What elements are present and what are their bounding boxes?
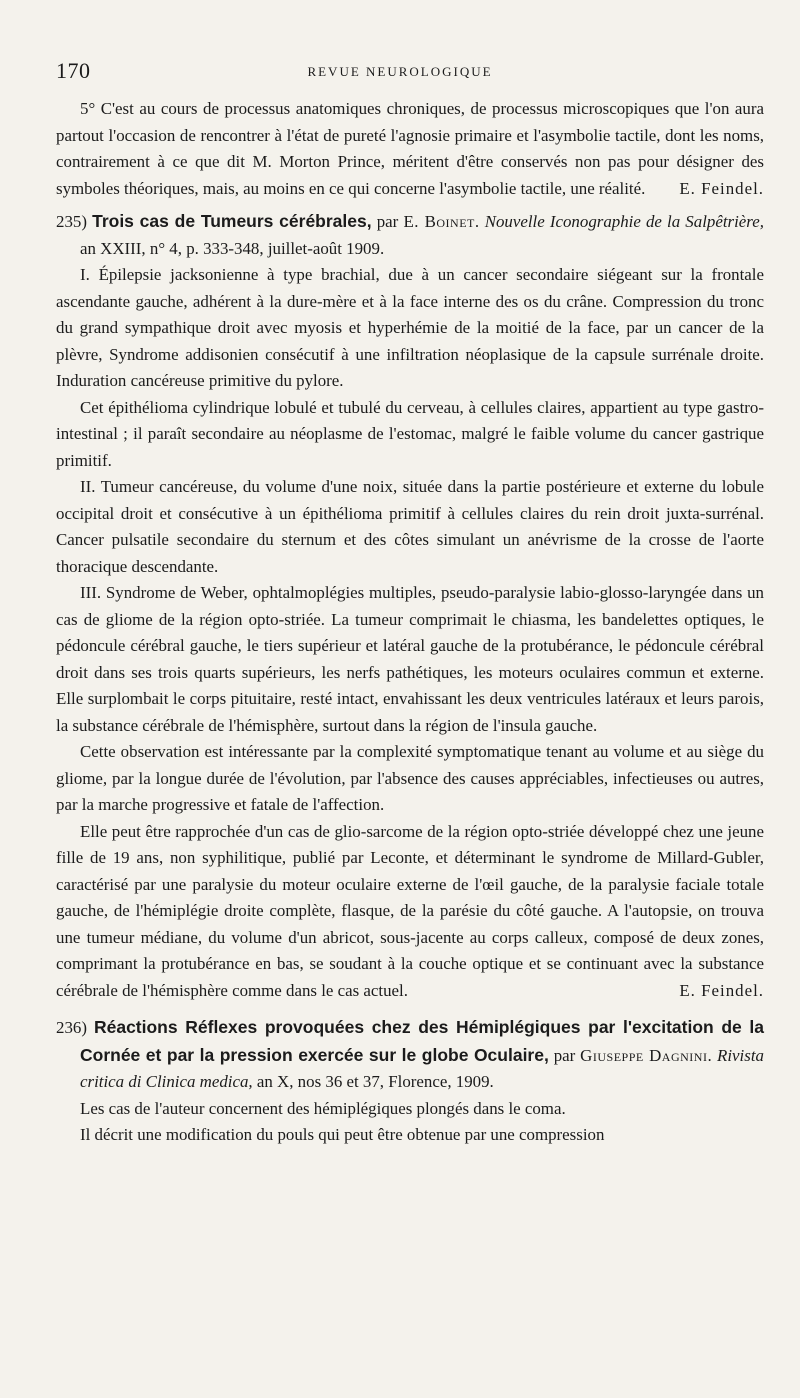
paragraph: I. Épilepsie jacksonienne à type brachial, due à un cancer secondaire siégeant sur la frontale ascendante gauche, adhérent à la dure-mère et à la face interne des os du crâne. Compression du tronc du grand sympathique droit avec myosis et hyperhémie de la moitié de la face, par un cancer de la plèvre, Syndrome addisonien consécutif à une infiltration néoplasique de la capsule surrénale droite. Induration cancéreuse primitive du pylore. bbox=[56, 265, 764, 390]
page-body bbox=[56, 96, 764, 1149]
entry-author: E. Boinet. bbox=[403, 212, 480, 231]
paragraph: Cette observation est intéressante par la complexité symptomatique tenant au volume et au siège du gliome, par la longue durée de l'évolution, par l'absence des causes appréciables, infectieuses ou autres, par la marche progressive et fatale de l'affection. bbox=[56, 742, 764, 814]
entry-235 bbox=[56, 208, 764, 1004]
entry-author: Giuseppe Dagnini. bbox=[580, 1045, 713, 1065]
paragraph-final: Elle peut être rapprochée d'un cas de glio-sarcome de la région opto-striée développé chez une jeune fille de 19 ans, non syphilitique, publié par Leconte, et déterminant le syndrome de Millard-Gubler, caractérisé par une paralysie du moteur oculaire externe de l'œil gauche, de la paralysie faciale totale gauche, de l'hémiplégie droite complète, flasque, de la parésie du côté gauche. A l'autopsie, on trouva une tumeur médiane, du volume d'un abricot, sous-jacente au corps calleux, composé de deux zones, comprimant la protubérance en bas, se soudant à la couche optique et se continuant avec la substance cérébrale de l'hémisphère comme dans le cas actuel. E. Feindel. bbox=[56, 821, 764, 1000]
entry-title: Réactions Réflexes provoquées chez des Hémiplégiques par l'excitation de la Cornée et par la pression exercée sur le globe Oculaire, bbox=[80, 1017, 764, 1065]
paragraph: Les cas de l'auteur concernent des hémiplégiques plongés dans le coma. bbox=[80, 1098, 566, 1118]
entry-236 bbox=[56, 1014, 764, 1149]
entry-title: Trois cas de Tumeurs cérébrales, bbox=[92, 211, 372, 231]
paragraph: Il décrit une modification du pouls qui peut être obtenue par une compression bbox=[80, 1125, 605, 1144]
journal-title: REVUE NEUROLOGIQUE bbox=[307, 64, 493, 79]
page-number: 170 bbox=[56, 58, 91, 83]
entry-number: 236) bbox=[56, 1018, 87, 1037]
paragraph: Cet épithélioma cylindrique lobulé et tubulé du cerveau, à cellules claires, appartient au type gastro-intestinal ; il paraît secondaire au néoplasme de l'estomac, malgré le faible volume du cancer gastrique primitif. bbox=[56, 397, 764, 470]
entry-heading: 235) Trois cas de Tumeurs cérébrales, par E. Boinet. Nouvelle Iconographie de la Salpêtrière, an XXIII, n° 4, p. 333-348, juillet-août 1909. bbox=[56, 211, 764, 258]
entry-source: Nouvelle Iconographie de la Salpêtrière, bbox=[484, 212, 764, 231]
paragraph: III. Syndrome de Weber, ophtalmoplégies multiples, pseudo-paralysie labio-glosso-laryngée dans un cas de gliome de la région opto-striée. La tumeur comprimait le chiasma, les bandelettes optiques, le pédoncule cérébral gauche, le tiers supérieur et latéral gauche de la protubérance, le pédoncule cérébral droit dans ses trois quarts supérieurs, les nerfs pathétiques, les moteurs oculaires commun et externe. Elle surplombait le corps pituitaire, resté intact, envahissant les deux ventricules latéraux et leurs parois, la substance cérébrale de l'hémisphère, surtout dans la région de l'insula gauche. bbox=[56, 583, 764, 735]
entry-source: Rivista critica di Clinica medica, bbox=[80, 1045, 764, 1091]
entry-number: 235) bbox=[56, 212, 87, 231]
entry-citation: an X, nos 36 et 37, Florence, 1909. bbox=[256, 1072, 494, 1091]
signature: E. Feindel. bbox=[679, 980, 764, 1000]
paragraph: II. Tumeur cancéreuse, du volume d'une noix, située dans la partie postérieure et externe du lobule occipital droit et consécutive à un épithélioma primitif à cellules claires du rein droit juxta-surrénal. Cancer pulsatile secondaire du sternum et des côtes simulant un anévrisme de la crosse de l'aorte thoracique descendante. bbox=[56, 477, 764, 576]
entry-heading: 236) Réactions Réflexes provoquées chez des Hémiplégiques par l'excitation de la Cornée et par la pression exercée sur le globe Oculaire, par Giuseppe Dagnini. Rivista critica di Clinica medica, an X, nos 36 et 37, Florence, 1909. bbox=[56, 1017, 764, 1091]
running-head bbox=[0, 58, 800, 88]
paragraph-item-5: 5° C'est au cours de processus anatomiques chroniques, de processus microscopiques que l'on aura partout l'occasion de rencontrer à l'état de pureté l'agnosie primaire et l'asymbolie tactile, dont les noms, contrairement à ce que dit M. Morton Prince, méritent d'être conservés non pas pour désigner des symboles théoriques, mais, au moins en ce qui concerne l'asymbolie tactile, une réalité. E. Feindel. bbox=[56, 99, 764, 198]
signature: E. Feindel. bbox=[679, 178, 764, 198]
entry-citation: an XXIII, n° 4, p. 333-348, juillet-août 1909. bbox=[80, 238, 385, 258]
